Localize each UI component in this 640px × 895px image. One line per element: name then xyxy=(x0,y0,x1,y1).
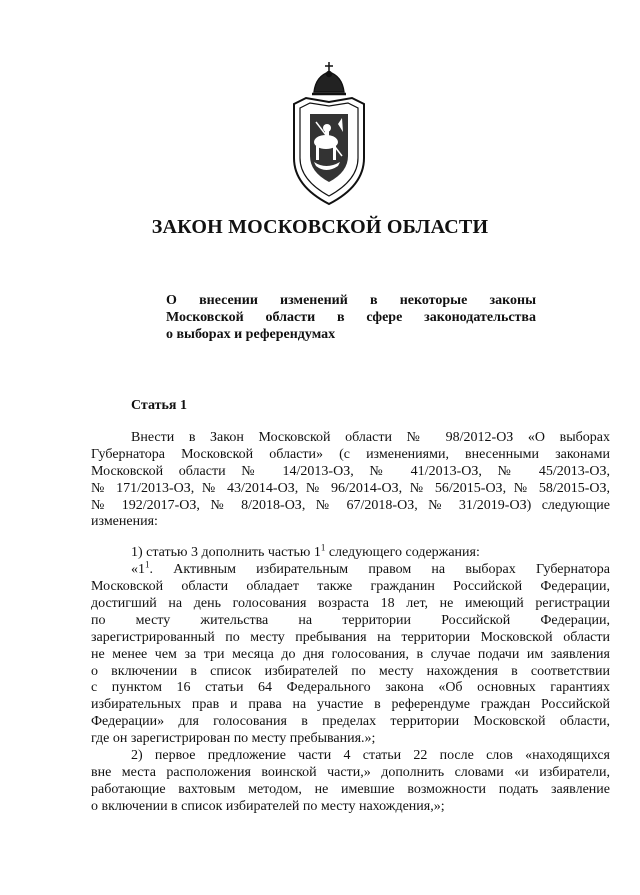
body-line: по месту жительства на территории Российской Федерации, xyxy=(91,612,610,628)
item-1-heading-tail: следующего содержания: xyxy=(325,545,480,561)
body-line: вне места расположения воинской части,» дополнить словами «и избиратели, xyxy=(91,764,610,780)
body-line: № 192/2017-ОЗ, № 8/2018-ОЗ, № 67/2018-ОЗ, № 31/2019-ОЗ) следующие xyxy=(91,497,610,513)
coat-of-arms-emblem xyxy=(286,58,372,210)
body-line: № 171/2013-ОЗ, № 43/2014-ОЗ, № 96/2014-ОЗ, № 56/2015-ОЗ, № 58/2015-ОЗ, xyxy=(91,480,610,496)
body-line: работающие вахтовым методом, не имевшие возможности подать заявление xyxy=(91,781,610,797)
body-line: изменения: xyxy=(91,514,158,530)
body-line: не менее чем за три месяца до дня голосования, в случае подачи им заявления xyxy=(91,646,610,662)
quote-start: «1 xyxy=(131,562,145,578)
subject-line: Московской области в сфере законодательства xyxy=(166,310,536,325)
body-line: о включении в список избирателей по месту нахождения в соответствии xyxy=(91,663,610,679)
quote-sup: 1 xyxy=(145,559,150,570)
law-subject xyxy=(166,292,536,343)
subject-line: О внесении изменений в некоторые законы xyxy=(166,293,536,308)
body-line: с пунктом 16 статьи 64 Федерального закона «Об основных гарантиях xyxy=(91,680,610,696)
article-body xyxy=(91,430,610,816)
body-line: Губернатора Московской области» (с изменениями, внесенными законами xyxy=(91,446,610,462)
law-title: ЗАКОН МОСКОВСКОЙ ОБЛАСТИ xyxy=(151,216,489,238)
body-line: зарегистрированный по месту пребывания на территории Московской области xyxy=(91,629,610,645)
body-line: Федерации» для голосования в пределах территории Московской области, xyxy=(91,714,610,730)
article-heading: Статья 1 xyxy=(131,398,187,413)
body-line: достигший на день голосования возраста 18 лет, не имеющий регистрации xyxy=(91,596,610,612)
item-1-heading xyxy=(91,542,610,562)
subject-line: о выборах и референдумах xyxy=(166,327,336,342)
item-1-quote-first-line xyxy=(91,559,610,579)
body-line: Московской области обладает также гражданин Российской Федерации, xyxy=(91,579,610,595)
body-line: о включении в список избирателей по месту нахождения,»; xyxy=(91,798,445,814)
quote-first-line-tail: . Активным избирательным правом на выборах Губернатора xyxy=(149,562,610,578)
item-1-heading-sup: 1 xyxy=(320,542,326,553)
item-1-heading-text: 1) статью 3 дополнить частью 1 xyxy=(131,545,321,561)
body-line: избирательных прав и права на участие в референдуме граждан Российской xyxy=(91,697,610,713)
body-line: Московской области № 14/2013-ОЗ, № 41/2013-ОЗ, № 45/2013-ОЗ, xyxy=(91,463,610,479)
body-line: где он зарегистрирован по месту пребывания.»; xyxy=(91,731,376,747)
body-line: Внести в Закон Московской области № 98/2012-ОЗ «О выборах xyxy=(131,430,610,445)
item-2-line: 2) первое предложение части 4 статьи 22 после слов «находящихся xyxy=(131,748,610,764)
